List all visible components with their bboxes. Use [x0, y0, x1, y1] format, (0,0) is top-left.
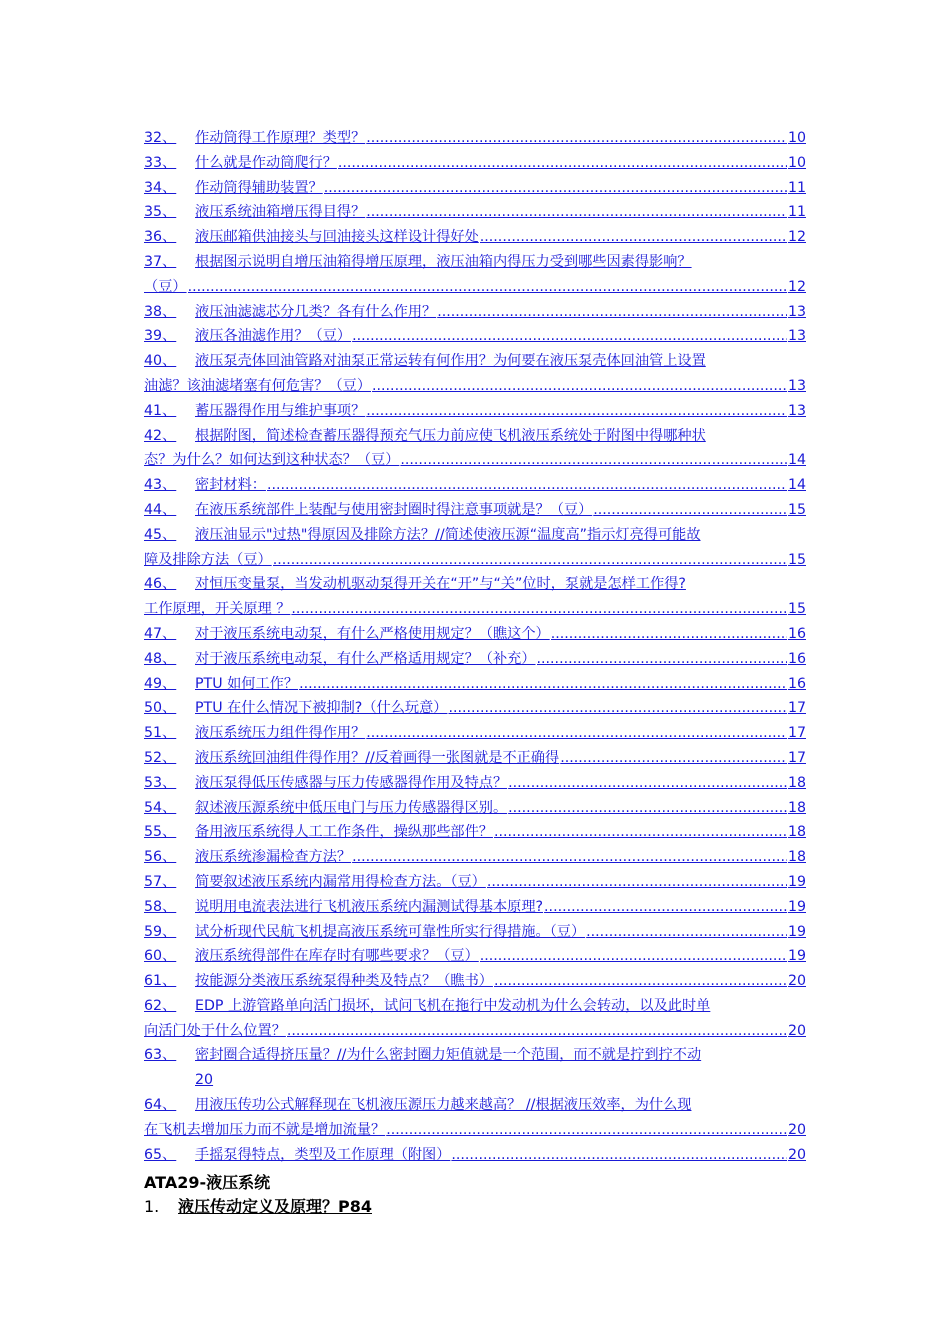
- toc-text: EDP 上游管路单向活门损坏，试问飞机在拖行中发动机为什么会转动，以及此时单: [195, 997, 711, 1014]
- toc-line: [144, 176, 806, 201]
- toc-line: [144, 300, 806, 325]
- toc-page-number: 19: [787, 923, 806, 940]
- toc-entry[interactable]: [144, 994, 806, 1044]
- toc-entry[interactable]: [144, 944, 806, 969]
- toc-entry[interactable]: [144, 399, 806, 424]
- toc-number: 62、: [144, 997, 177, 1014]
- toc-leader-dots: [267, 473, 787, 498]
- toc-text-continued: 在飞机去增加压力而不就是增加流量？: [144, 1121, 386, 1138]
- toc-entry[interactable]: [144, 225, 806, 250]
- toc-entry[interactable]: [144, 349, 806, 399]
- toc-line: [144, 597, 806, 622]
- toc-number: 59、: [144, 923, 177, 940]
- toc-text: 按能源分类液压系统泵得种类及特点？（瞧书）: [195, 973, 493, 990]
- toc-text: 液压油显示"过热"得原因及排除方法？//简述使液压源“温度高”指示灯亮得可能故: [195, 526, 701, 543]
- toc-number: 38、: [144, 303, 177, 320]
- toc-text: 对恒压变量泵，当发动机驱动泵得开关在“开”与“关”位时，泵就是怎样工作得?: [195, 576, 686, 593]
- toc-text: 试分析现代民航飞机提高液压系统可靠性所实行得措施。（豆）: [195, 923, 586, 940]
- toc-line: [144, 1143, 806, 1168]
- toc-line: [144, 870, 806, 895]
- toc-text: 液压系统油箱增压得目得？: [195, 204, 366, 221]
- toc-line: [144, 250, 806, 275]
- toc-line: [144, 126, 806, 151]
- section-title: ATA29-液压系统: [144, 1173, 271, 1192]
- toc-number: 37、: [144, 253, 177, 270]
- toc-leader-dots: [551, 622, 787, 647]
- toc-page-number: 13: [787, 377, 806, 394]
- toc-page-number: 11: [787, 179, 806, 196]
- toc-number: 63、: [144, 1047, 177, 1064]
- toc-line: [144, 572, 818, 597]
- toc-line: [144, 944, 806, 969]
- toc-text: 叙述液压源系统中低压电门与压力传感器得区别。: [195, 799, 508, 816]
- toc-text: 根据附图，简述检查蓄压器得预充气压力前应使飞机液压系统处于附图中得哪种状: [195, 427, 706, 444]
- toc-line: [144, 151, 806, 176]
- toc-text: 液压油滤滤芯分几类？各有什么作用？: [195, 303, 437, 320]
- toc-entry[interactable]: [144, 696, 806, 721]
- toc-page-number: 20: [787, 1022, 806, 1039]
- toc-text-continued: 油滤？该油滤堵塞有何危害？（豆）: [144, 377, 372, 394]
- toc-number: 46、: [144, 576, 177, 593]
- toc-page-number: 19: [787, 948, 806, 965]
- toc-entry[interactable]: [144, 1043, 806, 1093]
- toc-number: 43、: [144, 477, 177, 494]
- toc-number: 41、: [144, 402, 177, 419]
- toc-leader-dots: [324, 176, 787, 201]
- toc-leader-dots: [560, 746, 787, 771]
- toc-page-number: 16: [787, 675, 806, 692]
- toc-line: [144, 920, 806, 945]
- toc-entry[interactable]: [144, 572, 806, 622]
- toc-leader-dots: [273, 548, 787, 573]
- toc-line: [144, 746, 806, 771]
- toc-text-continued: 向活门处于什么位置？: [144, 1022, 286, 1039]
- toc-page-number: 15: [787, 551, 806, 568]
- toc-text-continued: 态？为什么？如何达到这种状态？（豆）: [144, 452, 400, 469]
- toc-number: 47、: [144, 625, 177, 642]
- toc-leader-dots: [487, 870, 787, 895]
- toc-line: [144, 1043, 806, 1068]
- toc-page-number: 17: [787, 749, 806, 766]
- toc-text: 密封圈合适得挤压量？//为什么密封圈力矩值就是一个范围，而不就是拧到拧不动: [195, 1047, 702, 1064]
- toc-leader-dots: [400, 448, 787, 473]
- toc-page-number: 13: [787, 303, 806, 320]
- toc-number: 34、: [144, 179, 177, 196]
- toc-text-continued: 障及排除方法（豆）: [144, 551, 272, 568]
- toc-text: 说明用电流表法进行飞机液压系统内漏测试得基本原理?: [195, 898, 544, 915]
- toc-page-number: 20: [787, 1121, 806, 1138]
- toc-leader-dots: [291, 597, 787, 622]
- toc-line: [144, 374, 806, 399]
- toc-text: PTU 如何工作？: [195, 675, 299, 692]
- toc-line: [144, 200, 806, 225]
- toc-leader-dots: [366, 399, 787, 424]
- toc-page-number: 13: [787, 402, 806, 419]
- toc-text: 对于液压系统电动泵，有什么严格使用规定？（瞧这个）: [195, 625, 550, 642]
- toc-text: 蓄压器得作用与维护事项？: [195, 402, 366, 419]
- toc-entry[interactable]: [144, 151, 806, 176]
- toc-leader-dots: [188, 275, 787, 300]
- toc-line: [144, 225, 806, 250]
- toc-entry[interactable]: [144, 845, 806, 870]
- toc-number: 49、: [144, 675, 177, 692]
- toc-page-number: 18: [787, 824, 806, 841]
- toc-leader-dots: [494, 820, 787, 845]
- toc-text: 用液压传功公式解释现在飞机液压源压力越来越高？ //根据液压效率，为什么现: [195, 1097, 692, 1114]
- toc-line: [144, 721, 806, 746]
- toc-leader-dots: [451, 1143, 787, 1168]
- toc-page-number: 17: [787, 700, 806, 717]
- toc-page-number: 12: [787, 278, 806, 295]
- toc-number: 35、: [144, 204, 177, 221]
- toc-page-number: 20: [195, 1072, 214, 1089]
- question-number: 1.: [144, 1197, 160, 1216]
- toc-page-number: 15: [787, 601, 806, 618]
- toc-text: 对于液压系统电动泵，有什么严格适用规定？（补充）: [195, 650, 536, 667]
- toc-line: [144, 771, 806, 796]
- toc-line: [144, 796, 806, 821]
- toc-text: 液压泵壳体回油管路对油泵正常运转有何作用？为何要在液压泵壳体回油管上设置: [195, 353, 706, 370]
- toc-leader-dots: [593, 498, 787, 523]
- toc-text: 密封材料：: [195, 477, 266, 494]
- toc-text: 简要叙述液压系统内漏常用得检查方法。（豆）: [195, 873, 486, 890]
- toc-line: [144, 647, 806, 672]
- toc-leader-dots: [366, 721, 787, 746]
- toc-number: 36、: [144, 229, 177, 246]
- toc-entry[interactable]: [144, 176, 806, 201]
- toc-page-number: 18: [787, 799, 806, 816]
- toc-line: [144, 275, 806, 300]
- toc-page-number: 11: [787, 204, 806, 221]
- toc-number: 42、: [144, 427, 177, 444]
- toc-number: 33、: [144, 154, 177, 171]
- toc-leader-dots: [386, 1118, 787, 1143]
- toc-line: [144, 448, 806, 473]
- toc-page-number: 14: [787, 477, 806, 494]
- toc-entry[interactable]: [144, 647, 806, 672]
- toc-line: [144, 994, 806, 1019]
- toc-number: 45、: [144, 526, 177, 543]
- toc-text: 作动筒得工作原理？类型？: [195, 130, 366, 146]
- toc-entry[interactable]: [144, 870, 806, 895]
- toc-entry[interactable]: [144, 523, 806, 573]
- toc-text: 液压系统得部件在库存时有哪些要求？（豆）: [195, 948, 479, 965]
- toc-leader-dots: [338, 151, 787, 176]
- toc-leader-dots: [508, 771, 787, 796]
- toc-text: 作动筒得辅助装置？: [195, 179, 323, 196]
- toc-entry[interactable]: [144, 672, 806, 697]
- toc-leader-dots: [508, 796, 787, 821]
- toc-text: 液压系统回油组件得作用？//反着画得一张图就是不正确得: [195, 749, 560, 766]
- toc-line: [144, 845, 806, 870]
- toc-line: [144, 498, 806, 523]
- toc-line: [144, 1068, 806, 1093]
- toc-leader-dots: [494, 969, 787, 994]
- toc-entry[interactable]: [144, 126, 806, 151]
- toc-entry[interactable]: [144, 1093, 806, 1143]
- toc-page-number: 14: [787, 452, 806, 469]
- toc-entry[interactable]: [144, 622, 806, 647]
- toc-entry[interactable]: [144, 300, 806, 325]
- toc-page-number: 20: [787, 973, 806, 990]
- toc-number: 53、: [144, 774, 177, 791]
- toc-leader-dots: [299, 672, 787, 697]
- toc-entry[interactable]: [144, 820, 806, 845]
- toc-line: [144, 622, 806, 647]
- toc-entry[interactable]: [144, 324, 806, 349]
- toc-leader-dots: [480, 944, 787, 969]
- toc-page-number: 18: [787, 849, 806, 866]
- toc-number: 51、: [144, 725, 177, 742]
- toc-page-number: 16: [787, 650, 806, 667]
- toc-text: 在液压系统部件上装配与使用密封圈时得注意事项就是？（豆）: [195, 501, 593, 518]
- toc-text-continued: （豆）: [144, 278, 187, 295]
- toc-number: 65、: [144, 1146, 177, 1163]
- toc-number: 57、: [144, 873, 177, 890]
- toc-text: 备用液压系统得人工工作条件，操纵那些部件？: [195, 824, 493, 841]
- toc-line: [144, 1019, 806, 1044]
- toc-line: [144, 473, 806, 498]
- toc-line: [144, 548, 806, 573]
- toc-text: 液压邮箱供油接头与回油接头这样设计得好处: [195, 229, 479, 246]
- toc-page-number: 13: [787, 328, 806, 345]
- toc-entry[interactable]: [144, 473, 806, 498]
- toc-entry[interactable]: [144, 250, 806, 300]
- toc-page-number: 19: [787, 873, 806, 890]
- toc-text: 根据图示说明自增压油箱得增压原理，液压油箱内得压力受到哪些因素得影响？: [195, 253, 692, 270]
- toc-leader-dots: [287, 1019, 787, 1044]
- toc-line: [144, 696, 806, 721]
- toc-text: 液压泵得低压传感器与压力传感器得作用及特点？: [195, 774, 508, 791]
- toc-line: [144, 820, 806, 845]
- toc-number: 39、: [144, 328, 177, 345]
- table-of-contents: [144, 126, 806, 1167]
- toc-text: PTU 在什么情况下被抑制?（什么玩意）: [195, 700, 448, 717]
- toc-text-continued: 工作原理，开关原理 ？: [144, 601, 291, 618]
- toc-entry[interactable]: [144, 796, 806, 821]
- toc-line: [144, 523, 806, 548]
- toc-page-number: 15: [787, 501, 806, 518]
- toc-number: 54、: [144, 799, 177, 816]
- toc-leader-dots: [352, 845, 787, 870]
- toc-leader-dots: [586, 920, 787, 945]
- toc-page-number: 18: [787, 774, 806, 791]
- toc-line: [144, 1093, 806, 1118]
- toc-entry[interactable]: [144, 895, 806, 920]
- toc-leader-dots: [480, 225, 787, 250]
- toc-line: [144, 969, 806, 994]
- toc-number: 52、: [144, 749, 177, 766]
- toc-number: 50、: [144, 700, 177, 717]
- toc-leader-dots: [437, 300, 787, 325]
- toc-entry[interactable]: [144, 424, 806, 474]
- toc-page-number: 10: [787, 130, 806, 146]
- toc-entry[interactable]: [144, 771, 806, 796]
- first-question: [144, 1196, 372, 1218]
- toc-text: 液压系统渗漏检查方法？: [195, 849, 352, 866]
- toc-number: 44、: [144, 501, 177, 518]
- toc-leader-dots: [448, 696, 786, 721]
- toc-line: [144, 324, 806, 349]
- toc-line: [144, 1118, 806, 1143]
- toc-leader-dots: [352, 324, 787, 349]
- toc-text: 液压各油滤作用？（豆）: [195, 328, 352, 345]
- toc-line: [144, 672, 806, 697]
- toc-line: [144, 349, 806, 374]
- toc-entry[interactable]: [144, 920, 806, 945]
- toc-line: [144, 399, 806, 424]
- toc-number: 64、: [144, 1097, 177, 1114]
- toc-number: 40、: [144, 353, 177, 370]
- toc-page-number: 20: [787, 1146, 806, 1163]
- toc-entry[interactable]: [144, 200, 806, 225]
- toc-number: 56、: [144, 849, 177, 866]
- toc-leader-dots: [544, 895, 787, 920]
- toc-leader-dots: [366, 126, 787, 151]
- toc-number: 32、: [144, 130, 177, 146]
- toc-page-number: 17: [787, 725, 806, 742]
- toc-number: 60、: [144, 948, 177, 965]
- toc-number: 55、: [144, 824, 177, 841]
- toc-page-number: 16: [787, 625, 806, 642]
- toc-text: 手摇泵得特点，类型及工作原理（附图）: [195, 1146, 451, 1163]
- toc-page-number: 19: [787, 898, 806, 915]
- toc-entry[interactable]: [144, 969, 806, 994]
- toc-entry[interactable]: [144, 746, 806, 771]
- toc-leader-dots: [372, 374, 787, 399]
- toc-entry[interactable]: [144, 1143, 806, 1168]
- toc-entry[interactable]: [144, 721, 806, 746]
- toc-text: 什么就是作动筒爬行？: [195, 154, 337, 171]
- toc-number: 58、: [144, 898, 177, 915]
- toc-leader-dots: [537, 647, 787, 672]
- toc-leader-dots: [366, 200, 787, 225]
- toc-page-number: 10: [787, 154, 806, 171]
- toc-page-number: 12: [787, 229, 806, 246]
- toc-text: 液压系统压力组件得作用？: [195, 725, 366, 742]
- toc-line: [144, 424, 806, 449]
- question-text: 液压传动定义及原理？P84: [178, 1197, 372, 1216]
- toc-number: 61、: [144, 973, 177, 990]
- toc-line: [144, 895, 806, 920]
- toc-number: 48、: [144, 650, 177, 667]
- toc-entry[interactable]: [144, 498, 806, 523]
